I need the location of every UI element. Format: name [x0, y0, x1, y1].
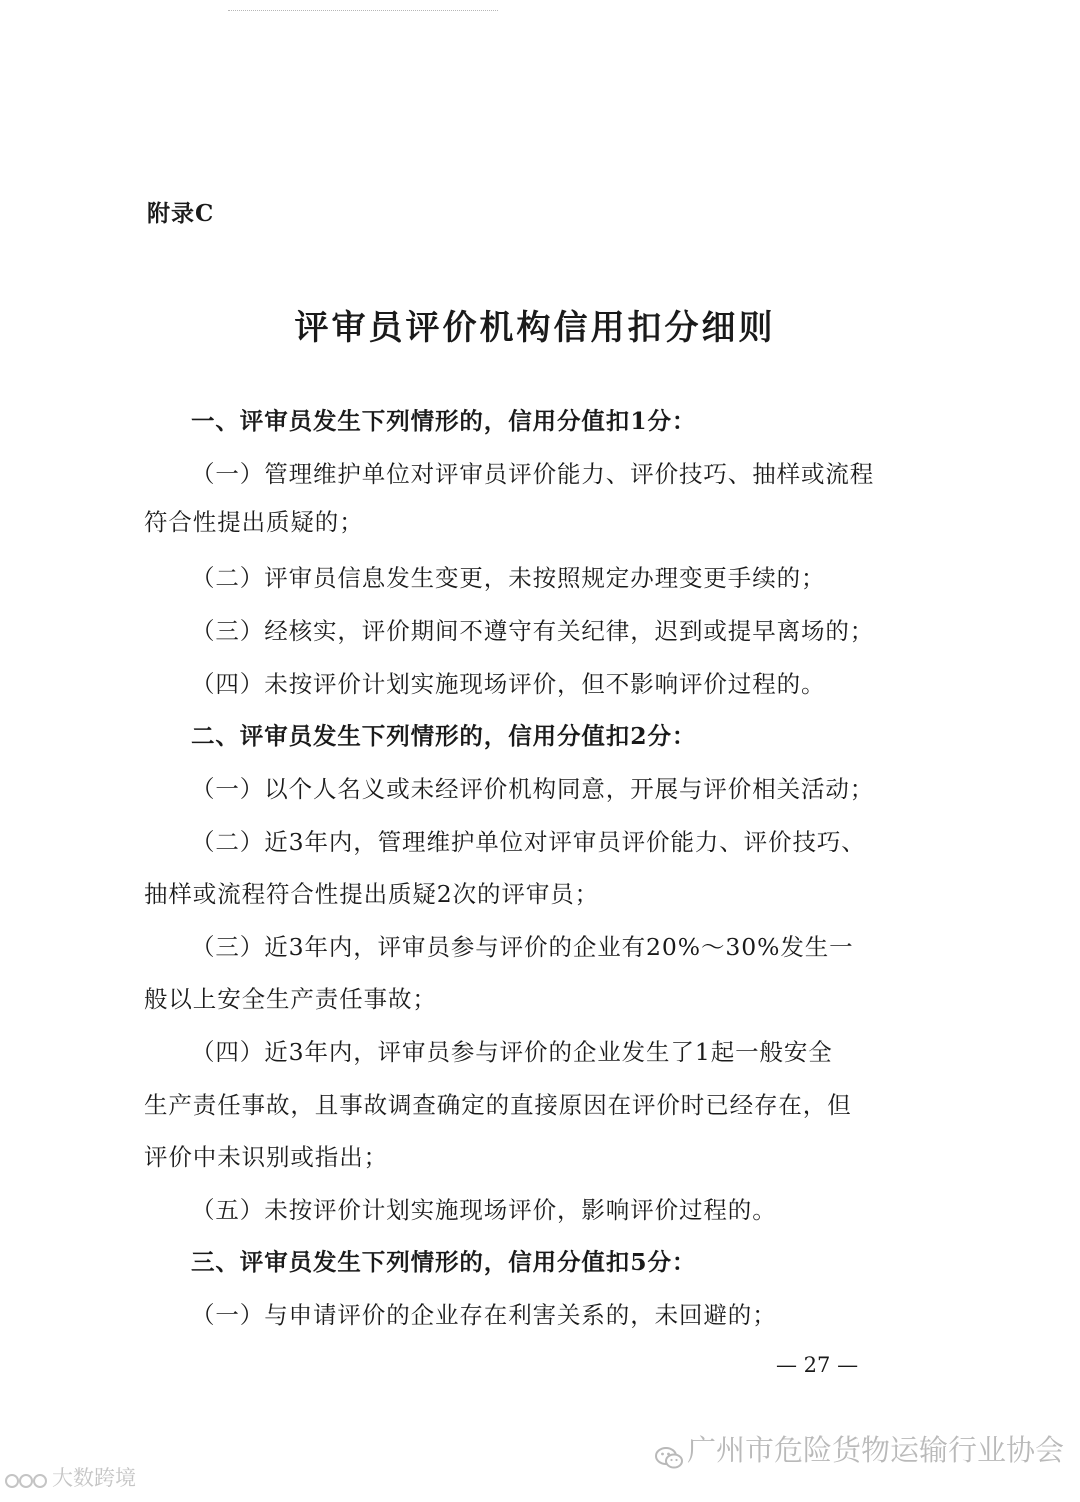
section-heading-2: 二、评审员发生下列情形的，信用分值扣2分：	[191, 722, 697, 750]
watermark-text: 广州市危险货物运输行业协会	[687, 1433, 1065, 1467]
corner-watermark-text: 大数跨境	[52, 1466, 136, 1490]
item-2-5: （五）未按评价计划实施现场评价，影响评价过程的。	[191, 1196, 777, 1224]
item-2-1: （一）以个人名义或未经评价机构同意，开展与评价相关活动；	[191, 775, 875, 803]
item-2-4-continued-2: 评价中未识别或指出；	[144, 1143, 388, 1171]
wechat-icon	[655, 1440, 683, 1464]
item-2-3-continued: 般以上安全生产责任事故；	[144, 985, 437, 1013]
watermark	[655, 1430, 1064, 1470]
logo-icon	[4, 1469, 50, 1489]
scan-edge-artifact	[228, 10, 498, 13]
page-number: — 27 —	[776, 1353, 859, 1377]
item-2-2: （二）近3年内，管理维护单位对评审员评价能力、评价技巧、	[191, 828, 866, 856]
corner-watermark	[4, 1463, 136, 1493]
item-1-3: （三）经核实，评价期间不遵守有关纪律，迟到或提早离场的；	[191, 617, 875, 645]
item-2-3: （三）近3年内，评审员参与评价的企业有20%～30%发生一	[191, 933, 854, 961]
item-3-1: （一）与申请评价的企业存在利害关系的，未回避的；	[191, 1301, 777, 1329]
item-1-1: （一）管理维护单位对评审员评价能力、评价技巧、抽样或流程	[191, 460, 875, 488]
section-heading-1: 一、评审员发生下列情形的，信用分值扣1分：	[191, 407, 697, 435]
appendix-label: 附录C	[147, 200, 215, 227]
item-2-4-continued-1: 生产责任事故，且事故调查确定的直接原因在评价时已经存在，但	[144, 1091, 852, 1119]
document-title: 评审员评价机构信用扣分细则	[294, 308, 776, 348]
item-1-1-continued: 符合性提出质疑的；	[144, 508, 364, 536]
item-1-4: （四）未按评价计划实施现场评价，但不影响评价过程的。	[191, 670, 826, 698]
section-heading-3: 三、评审员发生下列情形的，信用分值扣5分：	[191, 1248, 697, 1276]
item-2-4: （四）近3年内，评审员参与评价的企业发生了1起一般安全	[191, 1038, 833, 1066]
item-1-2: （二）评审员信息发生变更，未按照规定办理变更手续的；	[191, 564, 826, 592]
item-2-2-continued: 抽样或流程符合性提出质疑2次的评审员；	[144, 880, 600, 908]
